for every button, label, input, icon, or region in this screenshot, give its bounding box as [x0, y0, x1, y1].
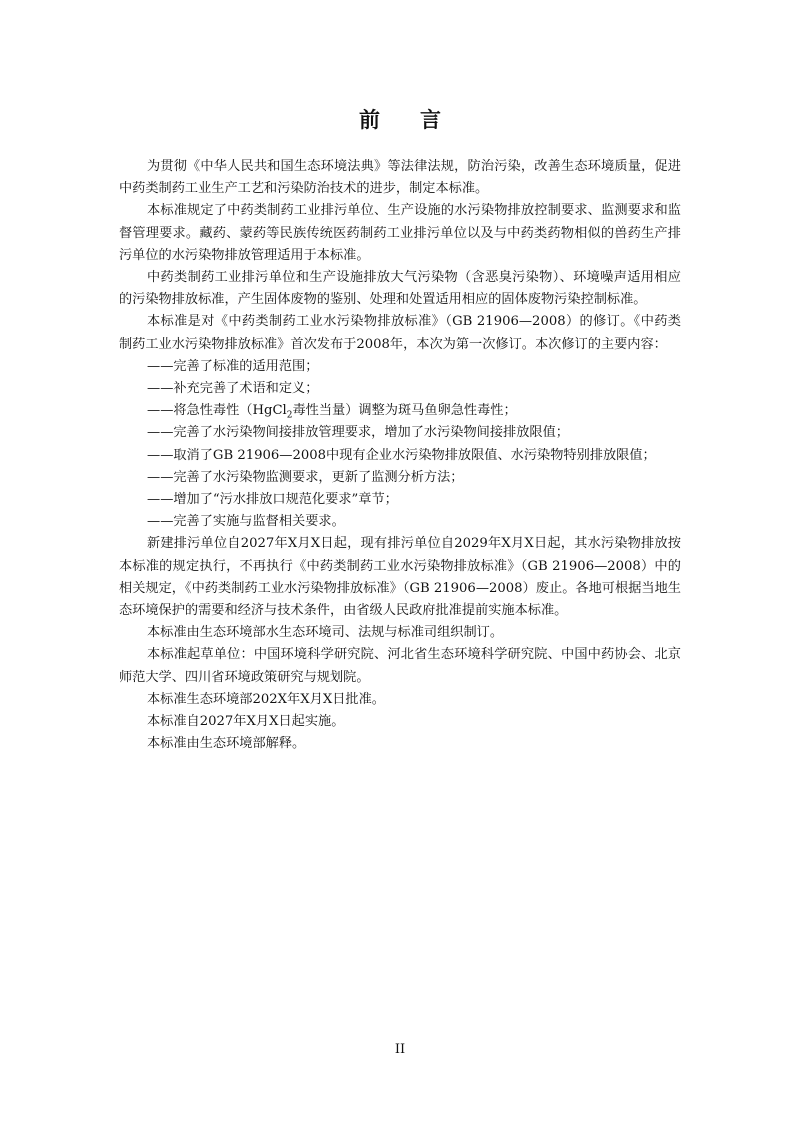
paragraph-purpose: 为贯彻《中华人民共和国生态环境法典》等法律法规，防治污染，改善生态环境质量，促进中药类制药工业生产工艺和污染防治技术的进步，制定本标准。: [119, 159, 681, 197]
page-number: II: [394, 1042, 406, 1057]
list-item-outlet-chapter: ——增加了“污水排放口规范化要求”章节；: [147, 492, 398, 508]
list-item-scope: ——完善了标准的适用范围；: [147, 358, 319, 374]
toxicity-subscript: 2: [286, 410, 293, 421]
list-item-indirect-discharge: ——完善了水污染物间接排放管理要求，增加了水污染物间接排放限值；: [147, 425, 569, 441]
paragraph-organizer: 本标准由生态环境部水生态环境司、法规与标准司组织制订。: [147, 625, 504, 641]
preface-body: [119, 156, 681, 755]
paragraph-drafters: 本标准起草单位：中国环境科学研究院、河北省生态环境科学研究院、中国中药协会、北京师范大学、四川省环境政策研究与规划院。: [119, 647, 681, 685]
page-title: 前言: [359, 107, 481, 132]
paragraph-other-pollutants: 中药类制药工业排污单位和生产设施排放大气污染物（含恶臭污染物）、环境噪声适用相应的污染物排放标准，产生固体废物的鉴别、处理和处置适用相应的固体废物污染控制标准。: [119, 270, 681, 308]
list-item-monitoring: ——完善了水污染物监测要求，更新了监测分析方法；: [147, 469, 464, 485]
list-item-toxicity: [119, 400, 681, 422]
toxicity-suffix: 毒性当量）调整为斑马鱼卵急性毒性；: [292, 403, 517, 419]
list-item-supervision: ——完善了实施与监督相关要求。: [147, 514, 345, 530]
paragraph-implementation: 新建排污单位自2027年X月X日起，现有排污单位自2029年X月X日起，其水污染物排放按本标准的规定执行，不再执行《中药类制药工业水污染物排放标准》（GB 21906—2008）中的相关规定，《中药类制药工业水污染物排放标准》（GB 21906—2008）废止。各地可根据当地生态环境保护的需要和经济与技术条件，由省级人民政府批准提前实施本标准。: [119, 536, 681, 619]
list-item-cancel-limits: ——取消了GB 21906—2008中现有企业水污染物排放限值、水污染物特别排放限值；: [147, 447, 656, 463]
paragraph-revision: 本标准是对《中药类制药工业水污染物排放标准》（GB 21906—2008）的修订。《中药类制药工业水污染物排放标准》首次发布于2008年，本次为第一次修订。本次修订的主要内容：: [119, 314, 681, 352]
toxicity-prefix: ——将急性毒性（HgCl: [147, 403, 287, 419]
paragraph-interpretation: 本标准由生态环境部解释。: [147, 736, 306, 752]
paragraph-effective-date: 本标准自2027年X月X日起实施。: [147, 714, 345, 730]
paragraph-approval: 本标准生态环境部202X年X月X日批准。: [147, 691, 385, 707]
list-item-terms: ——补充完善了术语和定义；: [147, 381, 319, 397]
paragraph-scope: 本标准规定了中药类制药工业排污单位、生产设施的水污染物排放控制要求、监测要求和监督管理要求。藏药、蒙药等民族传统医药制药工业排污单位以及与中药类药物相似的兽药生产排污单位的水污染物排放管理适用于本标准。: [119, 203, 681, 263]
